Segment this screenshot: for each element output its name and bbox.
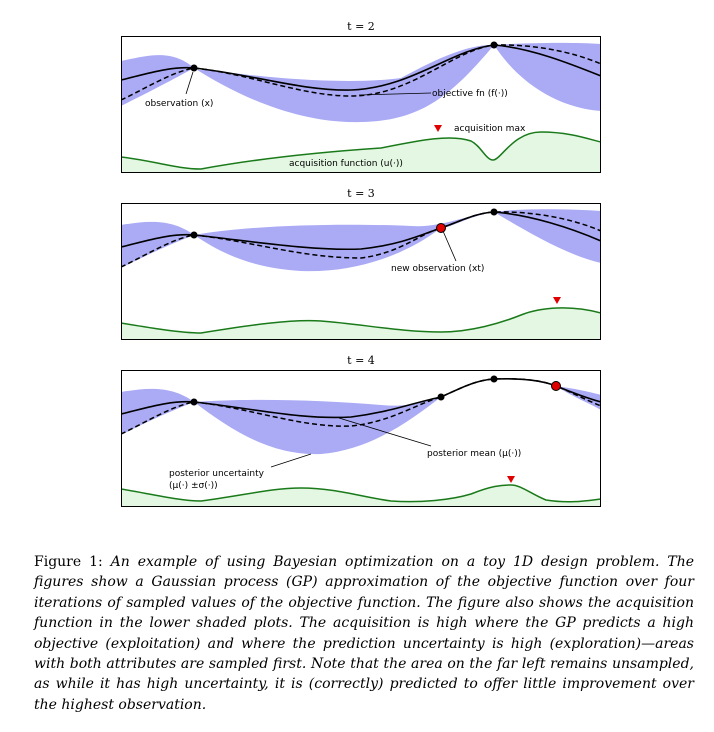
new-observation-point (552, 382, 561, 391)
caption-label: Figure 1: (34, 554, 103, 570)
posterior-mean-label: posterior mean (μ(·)) (427, 449, 522, 459)
new-obs-leader (443, 231, 456, 261)
new-observation-label: new observation (xt) (391, 264, 485, 274)
new-observation-point (437, 224, 446, 233)
uncertainty-leader (271, 454, 311, 467)
panel-title-t3: t = 3 (347, 187, 375, 200)
uncertainty-label-2: (μ(·) ±σ(·)) (169, 481, 218, 491)
objective-label: objective fn (f(·)) (432, 89, 508, 99)
acq-max-label: acquisition max (454, 124, 526, 134)
acquisition-max-marker (553, 297, 561, 304)
panel-title-t4: t = 4 (347, 354, 375, 367)
uncertainty-band (121, 209, 601, 271)
gp-plot-svg-t4 (121, 370, 601, 507)
obs-leader (186, 72, 193, 94)
gp-plot-t2 (121, 36, 601, 173)
observation-point (491, 209, 498, 216)
observation-point (191, 232, 198, 239)
observation-point (191, 399, 198, 406)
gp-plot-svg-t3 (121, 203, 601, 340)
panel-title-t2: t = 2 (347, 20, 375, 33)
caption-text: An example of using Bayesian optimization on a toy 1D design problem. The figures show a Gaussian process (GP) approximation of the objective function over four iterations of sampled values of the objective function. The figure also shows the acquisition function in the lower shaded plots. The acquisition is high where the GP predicts a high objective (exploitation) and where the prediction uncertainty is high (exploration)—areas with both attributes are sampled first. Note that the area on the far left remains unsampled, as while it has high uncertainty, it is (correctly) predicted to offer little improvement over the highest observation. (34, 554, 694, 713)
observation-point (491, 376, 498, 383)
uncertainty-band (121, 43, 601, 122)
acquisition-max-marker (507, 476, 515, 483)
gp-plot-t3 (121, 203, 601, 340)
figure-caption (34, 552, 694, 715)
gp-plot-t4 (121, 370, 601, 507)
observation-point (191, 65, 198, 72)
acquisition-max-marker (434, 125, 442, 132)
observation-label: observation (x) (145, 99, 214, 109)
observation-point (438, 394, 445, 401)
uncertainty-label-1: posterior uncertainty (169, 469, 264, 479)
uncertainty-band (121, 379, 601, 454)
observation-point (491, 42, 498, 49)
acq-fn-label: acquisition function (u(·)) (289, 159, 403, 169)
gp-plot-svg-t2 (121, 36, 601, 173)
